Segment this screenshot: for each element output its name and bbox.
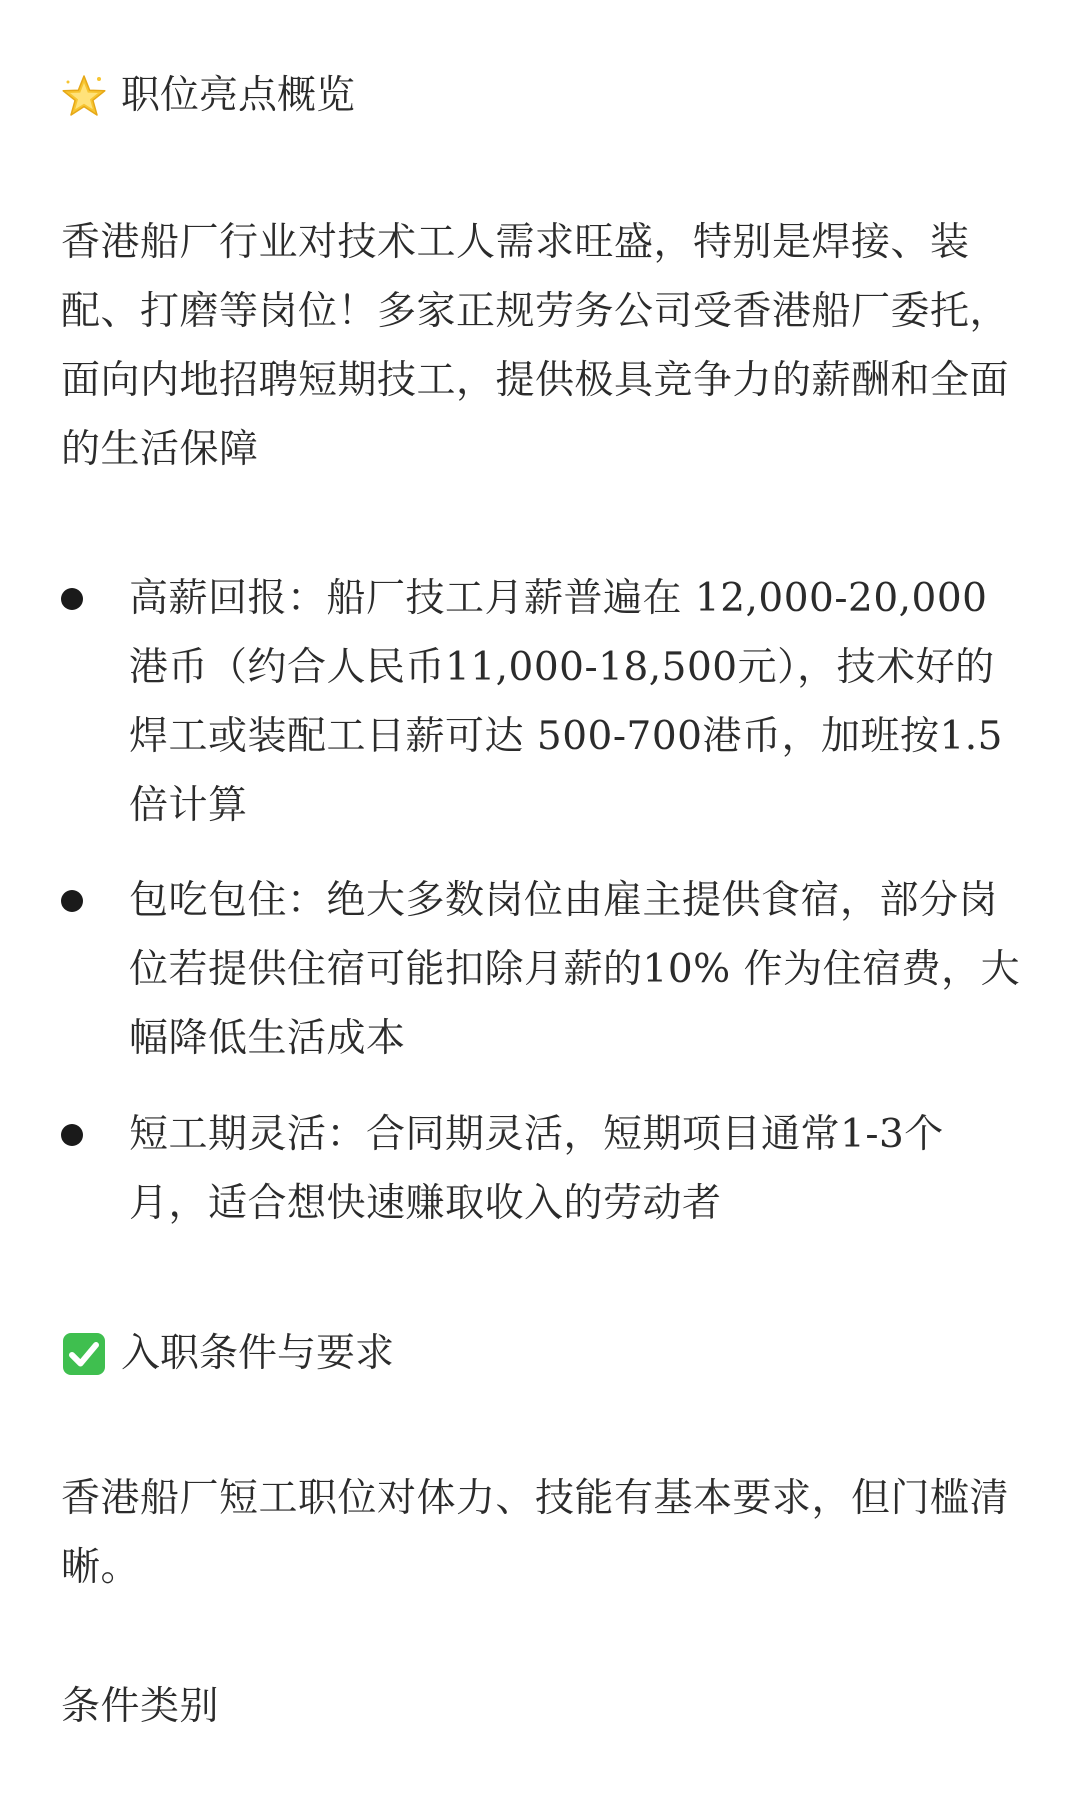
list-item-text: 高薪回报：船厂技工月薪普遍在 12,000-20,000港币（约合人民币11,000-18,500元），技术好的焊工或装配工日薪可达 500-700港币，加班按1.5倍计算 xyxy=(129,576,1003,828)
section-title: 职位亮点概览 xyxy=(121,73,356,118)
table-heading: 条件类别 xyxy=(61,1684,220,1729)
bullet-icon xyxy=(61,890,83,912)
section-heading-highlights xyxy=(61,72,355,120)
check-mark-icon xyxy=(61,1331,107,1377)
bullet-icon xyxy=(61,1124,83,1146)
section-title: 入职条件与要求 xyxy=(121,1331,395,1376)
intro-paragraph: 香港船厂行业对技术工人需求旺盛，特别是焊接、装配、打磨等岗位！多家正规劳务公司受香港船厂委托，面向内地招聘短期技工，提供极具竞争力的薪酬和全面的生活保障 xyxy=(61,220,1010,472)
section-heading-requirements xyxy=(61,1330,394,1378)
bullet-icon xyxy=(61,588,83,610)
list-item-text: 包吃包住：绝大多数岗位由雇主提供食宿，部分岗位若提供住宿可能扣除月薪的10% 作为住宿费，大幅降低生活成本 xyxy=(129,878,1021,1061)
star-icon xyxy=(61,73,107,119)
requirements-paragraph: 香港船厂短工职位对体力、技能有基本要求，但门槛清晰。 xyxy=(61,1476,1010,1590)
list-item-text: 短工期灵活：合同期灵活，短期项目通常1-3个月，适合想快速赚取收入的劳动者 xyxy=(129,1112,944,1226)
